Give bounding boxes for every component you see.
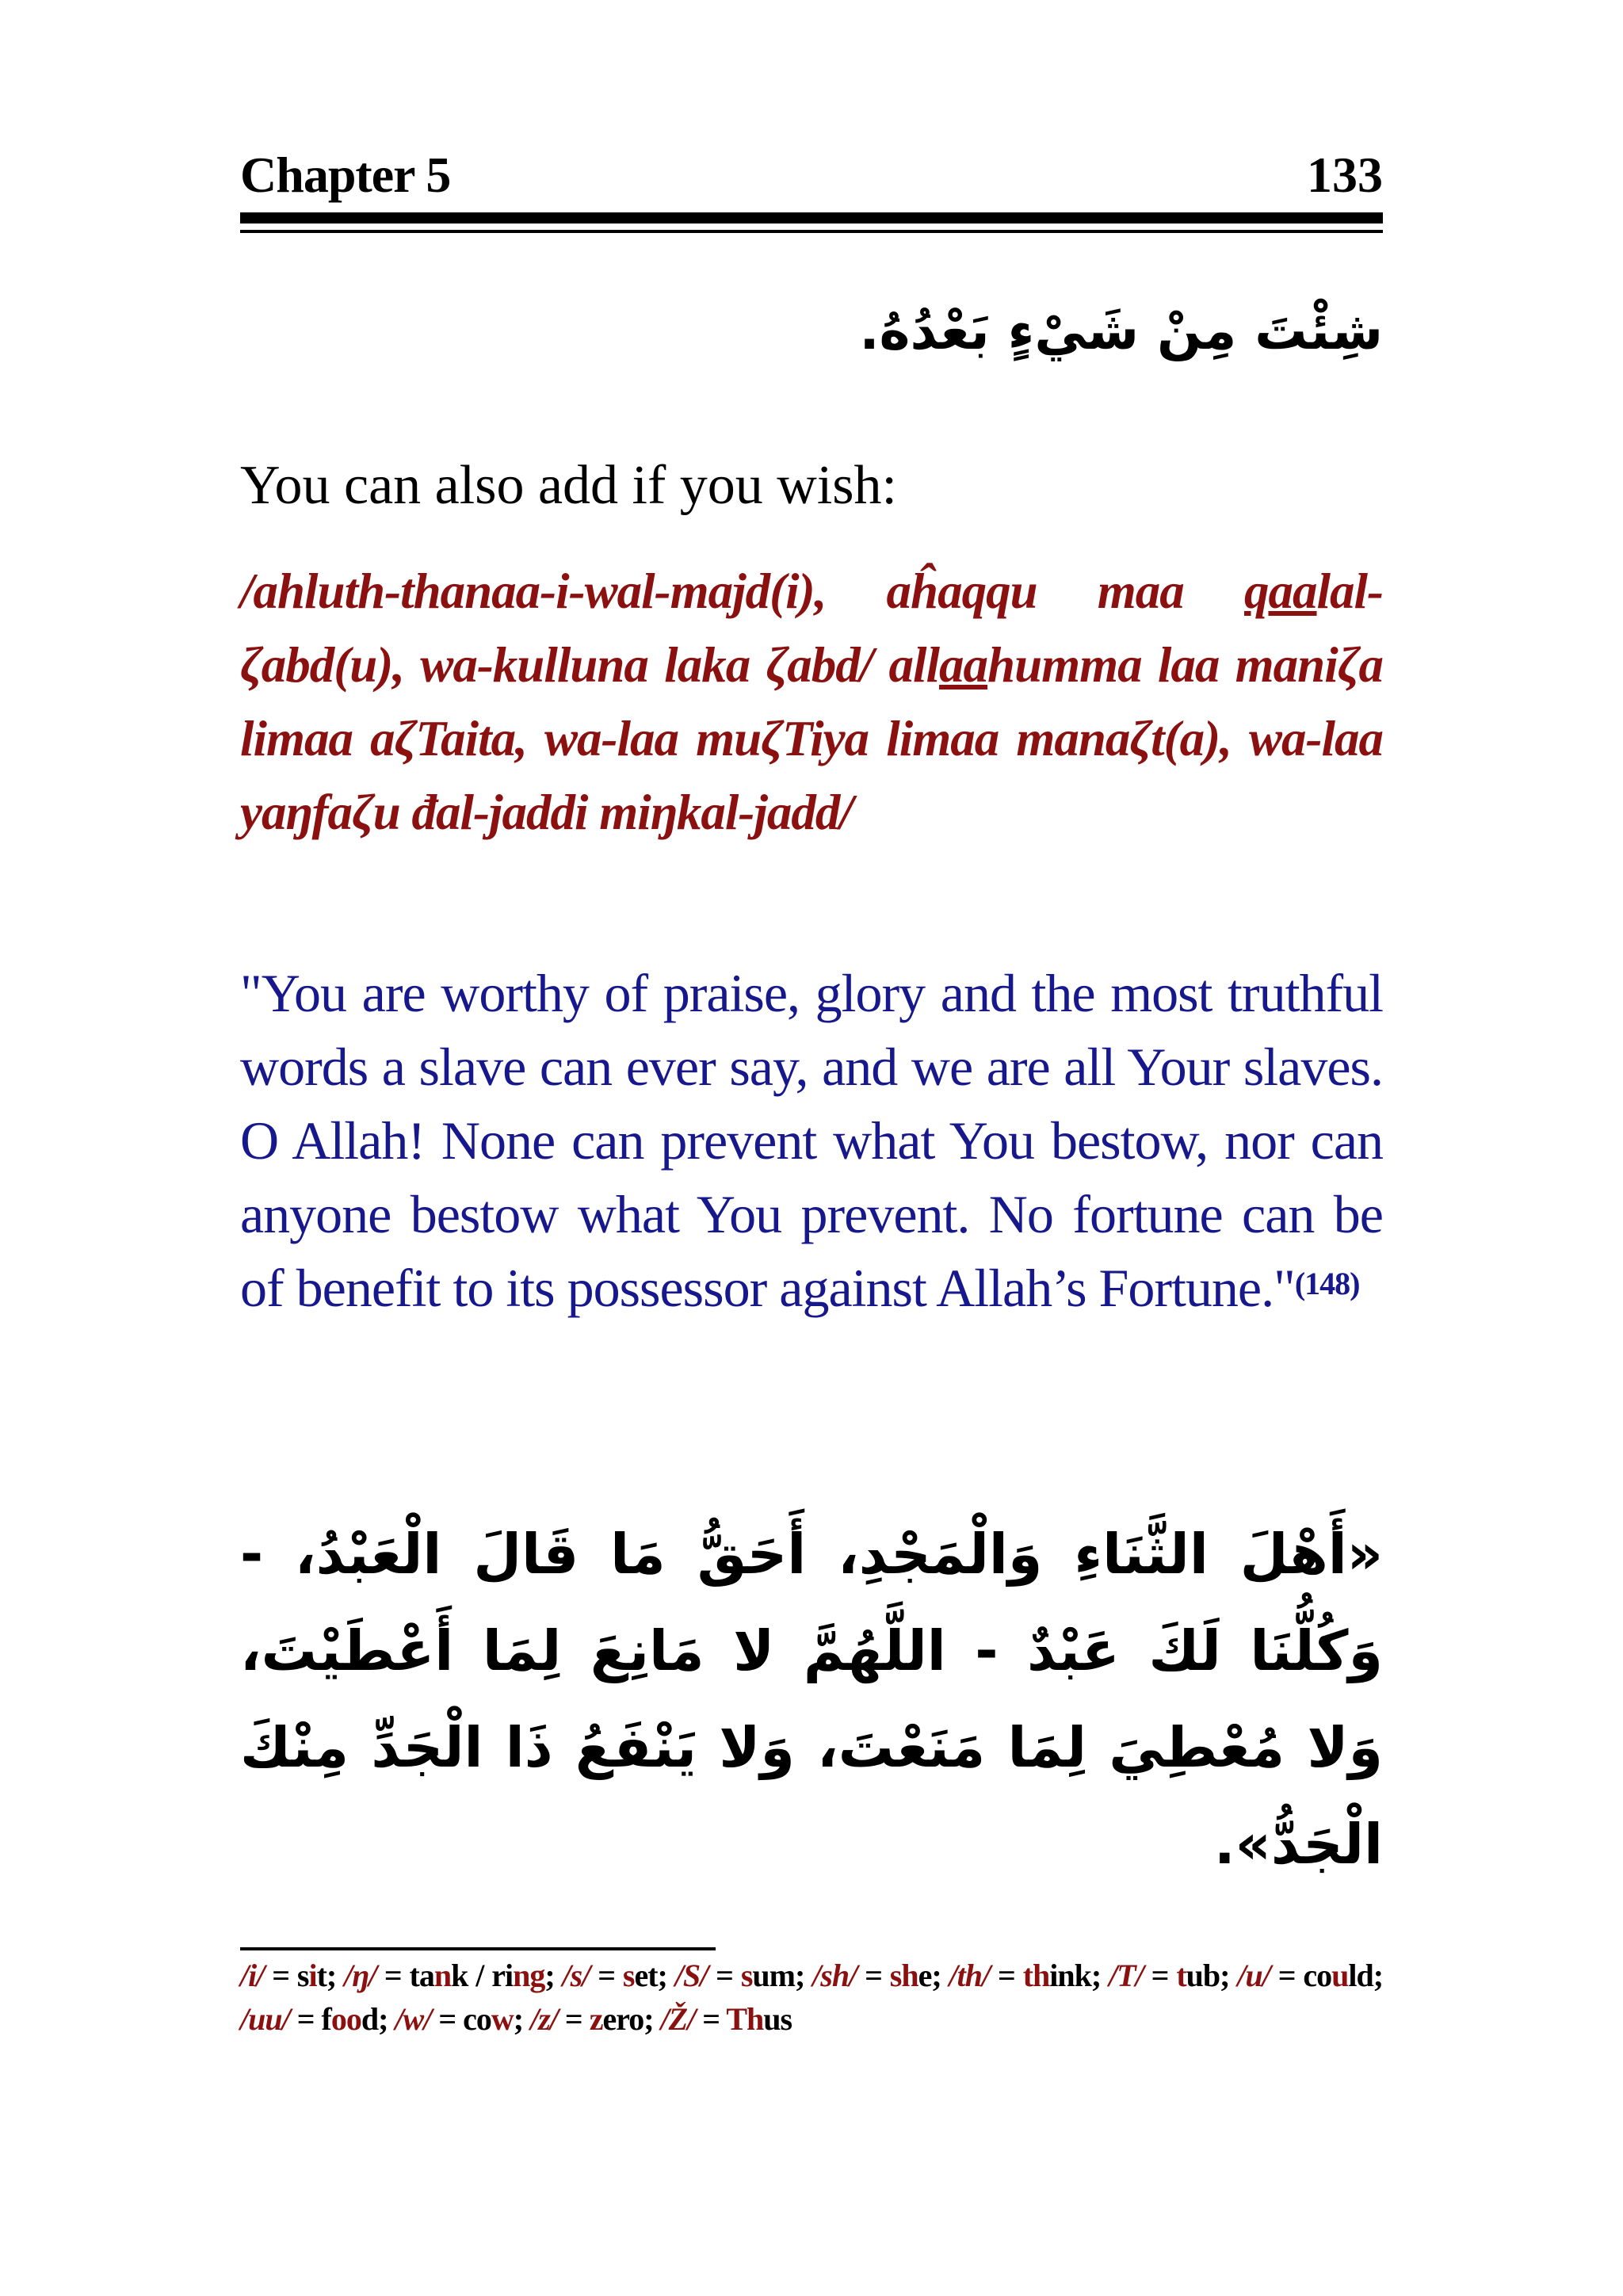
example-highlight: t <box>1176 1958 1186 1993</box>
example-rest: us <box>763 2001 792 2037</box>
footnote-item <box>661 2001 792 2037</box>
phonetic-symbol: /i/ <box>240 1958 265 1993</box>
chapter-title: Chapter 5 <box>240 147 451 203</box>
transliteration-part-6: humma laa maniζa limaa aζTaita, wa-laa muζTiya limaa manaζt(a), wa-laa yaŋfaζu đal-jaddi miŋkal-jadd/ <box>240 637 1383 840</box>
equals-text: = <box>708 1958 741 1993</box>
footnote-rule <box>240 1947 716 1950</box>
example-rest: ld; <box>1348 1958 1384 1993</box>
page-number: 133 <box>1307 147 1383 203</box>
phonetic-symbol: /s/ <box>562 1958 590 1993</box>
footnote-item <box>675 1958 812 1993</box>
phonetic-symbol: /S/ <box>674 1958 708 1993</box>
footnote-item <box>949 1958 1109 1993</box>
equals-text: = <box>590 1958 623 1993</box>
footnote-item <box>395 2001 530 2037</box>
book-page <box>240 0 1383 2296</box>
footnote-item <box>240 1958 344 1993</box>
equals-text: = co <box>431 2001 491 2037</box>
transliteration-part-3: lal-ζabd(u), wa-kulluna laka ζabd/ <box>240 563 1383 693</box>
footnote-item <box>812 1958 949 1993</box>
header-rule-thin <box>240 230 1383 233</box>
footnote-key <box>240 1954 1383 2041</box>
example-rest: ink; <box>1049 1958 1109 1993</box>
arabic-top-line: شِئْتَ مِنْ شَيْءٍ بَعْدُهُ. <box>859 300 1383 361</box>
example-rest: ; <box>544 1958 563 1993</box>
example-highlight: u <box>1331 1958 1349 1993</box>
transliteration-part-4: all <box>888 637 940 693</box>
equals-text: = ta <box>376 1958 434 1993</box>
example-highlight: ng <box>513 1958 545 1993</box>
example-rest: ero; <box>602 2001 661 2037</box>
example-highlight: s <box>622 1958 635 1993</box>
footnote-item <box>344 1958 513 1993</box>
equals-text: = s <box>264 1958 309 1993</box>
lead-text: You can also add if you wish: <box>240 455 897 516</box>
example-highlight: Th <box>726 2001 764 2037</box>
example-highlight: s <box>740 1958 753 1993</box>
equals-text: = <box>990 1958 1023 1993</box>
example-rest: ; <box>513 2001 531 2037</box>
example-highlight: z <box>589 2001 603 2037</box>
example-highlight: oo <box>330 2001 361 2037</box>
equals-text: = <box>857 1958 890 1993</box>
footnote-item <box>513 1958 562 1993</box>
example-rest: d; <box>361 2001 395 2037</box>
phonetic-symbol: /sh/ <box>812 1958 857 1993</box>
equals-text: = <box>1143 1958 1177 1993</box>
phonetic-symbol: /w/ <box>395 2001 432 2037</box>
example-rest: ub; <box>1186 1958 1238 1993</box>
phonetic-symbol: /Ž/ <box>660 2001 696 2037</box>
equals-text: = <box>695 2001 727 2037</box>
phonetic-symbol: /u/ <box>1237 1958 1270 1993</box>
footnote-item <box>1237 1958 1383 1993</box>
footnote-item <box>1109 1958 1237 1993</box>
transliteration-part-1: /ahluth-thanaa-i-wal-majd(i), aĥaqqu maa <box>240 563 1244 619</box>
page-header <box>240 141 1383 206</box>
footnote-item <box>240 2001 395 2037</box>
example-highlight: n <box>433 1958 452 1993</box>
example-highlight: i <box>308 1958 317 1993</box>
phonetic-symbol: /ŋ/ <box>344 1958 376 1993</box>
example-rest: t; <box>316 1958 345 1993</box>
translation-text: "You are worthy of praise, glory and the most truthful words a slave can ever say, and we are all Your slaves. O Allah! None can prevent what You bestow, nor can anyone bestow what You prevent. No fortune can be of benefit to its possessor against Allah’s Fortune." <box>240 963 1383 1318</box>
transliteration-underlined-1: qaa <box>1244 563 1317 619</box>
phonetic-symbol: /uu/ <box>240 2001 290 2037</box>
equals-text: = <box>557 2001 590 2037</box>
example-rest: e; <box>918 1958 949 1993</box>
footnote-item <box>563 1958 675 1993</box>
example-rest: k / ri <box>451 1958 514 1993</box>
phonetic-symbol: /T/ <box>1109 1958 1144 1993</box>
footnote-reference[interactable]: (148) <box>1294 1266 1360 1301</box>
example-rest: um; <box>752 1958 813 1993</box>
example-highlight: sh <box>889 1958 918 1993</box>
phonetic-symbol: /th/ <box>949 1958 991 1993</box>
example-highlight: w <box>491 2001 514 2037</box>
example-highlight: th <box>1022 1958 1050 1993</box>
equals-text: = f <box>289 2001 331 2037</box>
transliteration-underlined-2: aa <box>939 637 988 693</box>
equals-text: = co <box>1270 1958 1332 1993</box>
translation-block <box>240 957 1383 1325</box>
header-rule-thick <box>240 212 1383 223</box>
footnote-item <box>530 2001 660 2037</box>
arabic-supplication: «أَهْلَ الثَّنَاءِ وَالْمَجْدِ، أَحَقُّ مَا قَالَ الْعَبْدُ، - وَكُلُّنَا لَكَ عَبْدٌ - اللَّهُمَّ لا مَانِعَ لِمَا أَعْطَيْتَ، وَلا مُعْطِيَ لِمَا مَنَعْتَ، وَلا يَنْفَعُ ذَا الْجَدِّ مِنْكَ الْجَدُّ». <box>240 1522 1383 1877</box>
phonetic-symbol: /z/ <box>530 2001 558 2037</box>
example-rest: et; <box>634 1958 675 1993</box>
transliteration-block <box>240 555 1383 850</box>
